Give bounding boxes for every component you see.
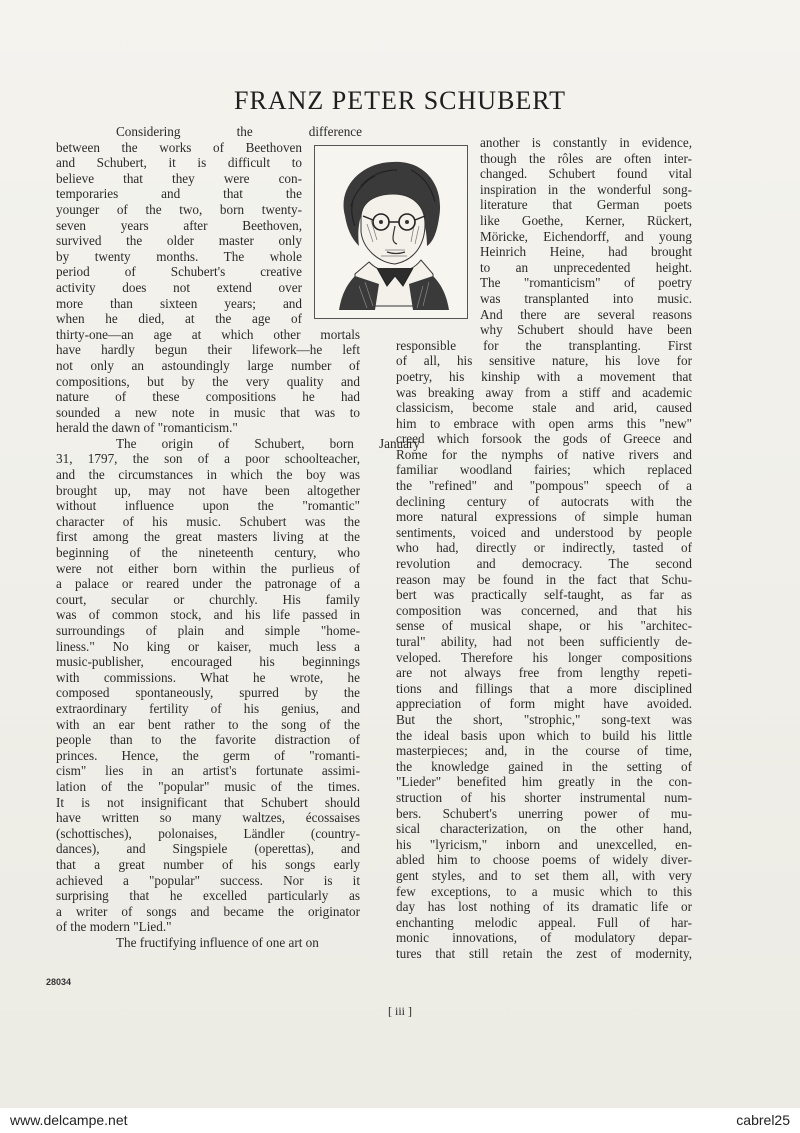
text-line: composed spontaneously, spurred by the <box>56 685 360 701</box>
text-line: though the rôles are often inter- <box>480 150 692 166</box>
text-line: "Lieder" benefited him greatly in the con- <box>396 774 692 790</box>
watermark-right: cabrel25 <box>736 1112 790 1128</box>
text-line: struction of his shorter instrumental num- <box>396 789 692 805</box>
text-line: when he died, at the age of <box>56 311 302 327</box>
text-line: inspiration in the wonderful song- <box>480 181 692 197</box>
text-line: tural" ability, had not been sufficiently de- <box>396 634 692 649</box>
text-line: court, secular or churchly. His family <box>56 591 360 607</box>
text-line: literature that German poets <box>480 197 692 213</box>
text-line: Rome for the nymphs of native rivers and <box>396 446 692 462</box>
text-line: extraordinary fertility of his genius, and <box>56 700 360 716</box>
text-line: The origin of Schubert, born January <box>116 435 420 451</box>
text-line: poetry, his kinship with a movement that <box>396 368 692 384</box>
text-line: few exceptions, to a music which to this <box>396 883 692 899</box>
text-line: surprising that he excelled particularly as <box>56 888 360 904</box>
text-line: reason may be found in the fact that Schu- <box>396 571 692 587</box>
text-line: surroundings of plain and simple "home- <box>56 623 360 638</box>
left-column <box>56 124 420 950</box>
text-line: enchanting melodic appeal. Full of har- <box>396 914 692 930</box>
text-line: herald the dawn of "romanticism." <box>56 420 238 436</box>
text-line: the "refined" and "pompous" speech of a <box>396 478 692 494</box>
text-line: cism" lies in an artist's fortunate assimi- <box>56 763 360 779</box>
text-line: that a great number of his songs early <box>56 856 360 872</box>
text-line: masterpieces; and, in the course of time, <box>396 743 692 759</box>
text-line: The fructifying influence of one art on <box>116 934 319 950</box>
text-line: achieved a "popular" success. Nor is it <box>56 872 360 888</box>
text-line: creed which forsook the gods of Greece and <box>396 431 692 447</box>
text-line: the knowledge gained in the setting of <box>396 758 692 774</box>
text-line: brought up, may not have been altogether <box>56 482 360 498</box>
text-line: tions and fillings that a more disciplined <box>396 680 692 696</box>
text-line: 31, 1797, the son of a poor schoolteacher, <box>56 451 360 467</box>
text-line: people than to the favorite distraction of <box>56 732 360 748</box>
text-line: bers. Schubert's unerring power of mu- <box>396 805 692 821</box>
text-line: sentiments, voiced and understood by people <box>396 524 692 540</box>
text-line: revolution and democracy. The second <box>396 556 692 572</box>
text-line: composition was concerned, and that his <box>396 602 692 618</box>
text-line: thirty-one—an age at which other mortals <box>56 326 360 342</box>
text-line: music-publisher, encouraged his beginnings <box>56 654 360 670</box>
watermark-left: www.delcampe.net <box>10 1112 128 1128</box>
text-line: and Schubert, it is difficult to <box>56 155 302 171</box>
text-line: sical characterization, on the other hand, <box>396 821 692 837</box>
text-line: by twenty months. The whole <box>56 248 302 264</box>
text-line: his "lyricism," inborn and unexcelled, en- <box>396 836 692 852</box>
text-line: monic innovations, of modulatory depar- <box>396 930 692 946</box>
page-title: FRANZ PETER SCHUBERT <box>234 86 566 115</box>
text-line: declining century of autocrats with the <box>396 493 692 509</box>
text-line: appreciation of form might have avoided. <box>396 696 692 712</box>
text-line: Möricke, Eichendorff, and young <box>480 228 692 244</box>
text-line: more natural expressions of simple human <box>396 509 692 525</box>
text-line: abled him to choose poems of widely diver- <box>396 852 692 868</box>
text-line: were not either born within the purlieus of <box>56 560 360 576</box>
text-line: and the circumstances in which the boy was <box>56 467 360 483</box>
text-line: the ideal basis upon which to build his little <box>396 727 692 743</box>
text-line: have hardly begun their lifework—he left <box>56 342 360 358</box>
text-line: was transplanted into music. <box>480 290 692 306</box>
text-line: period of Schubert's creative <box>56 264 302 280</box>
text-line: character of his music. Schubert was the <box>56 513 360 529</box>
text-line: Heinrich Heine, had brought <box>480 244 692 260</box>
text-line: nature of these compositions he had <box>56 389 360 405</box>
text-line: without influence upon the "romantic" <box>56 498 360 514</box>
text-line: seven years after Beethoven, <box>56 217 302 233</box>
text-line: gent styles, and to set them all, with very <box>396 867 692 883</box>
text-line: responsible for the transplanting. First <box>396 337 692 353</box>
text-line: changed. Schubert found vital <box>480 166 692 182</box>
text-line: more than sixteen years; and <box>56 295 302 311</box>
text-line: sense of musical shape, or his "architec- <box>396 618 692 634</box>
text-line: like Goethe, Kerner, Rückert, <box>480 212 692 228</box>
text-line: a palace or reared under the patronage of a <box>56 576 360 592</box>
text-line: dances), and Singspiele (operettas), and <box>56 841 360 857</box>
text-line: activity does not extend over <box>56 279 302 295</box>
text-line: with commissions. What he wrote, he <box>56 669 360 685</box>
text-line: him to embrace with open arms this "new" <box>396 415 692 431</box>
text-line: beginning of the nineteenth century, who <box>56 545 360 561</box>
text-line: to an unprecedented height. <box>480 259 692 275</box>
text-line: It is not insignificant that Schubert should <box>56 794 360 810</box>
text-line: day has lost nothing of its dramatic life or <box>396 899 692 915</box>
text-line: liness." No king or kaiser, much less a <box>56 638 360 654</box>
text-line: compositions, but by the very quality and <box>56 373 360 389</box>
text-line: bert was practically self-taught, as far as <box>396 587 692 603</box>
catalog-number: 28034 <box>46 977 72 987</box>
text-line: familiar woodland fairies; which replaced <box>396 462 692 478</box>
text-line: survived the older master only <box>56 233 302 249</box>
text-line: who had, directly or indirectly, tasted of <box>396 540 692 556</box>
text-line: with an ear bent rather to the song of the <box>56 716 360 732</box>
text-line: was of common stock, and his life passed in <box>56 607 360 623</box>
text-line: lation of the "popular" music of the times. <box>56 778 360 794</box>
text-line: Considering the difference <box>116 124 362 139</box>
text-line: tures that still retain the zest of modernity, <box>396 945 692 961</box>
text-line: veloped. Therefore his longer compositions <box>396 649 692 665</box>
text-line: The "romanticism" of poetry <box>480 275 692 291</box>
page-number: [ iii ] <box>388 1004 412 1018</box>
text-line: (schottisches), polonaises, Ländler (country- <box>56 825 360 841</box>
right-column <box>396 135 692 961</box>
text-line: first among the great masters living at the <box>56 529 360 545</box>
text-line: why Schubert should have been <box>480 322 692 338</box>
text-line: sounded a new note in music that was to <box>56 404 360 420</box>
text-line: younger of the two, born twenty- <box>56 201 302 217</box>
text-line: was breaking away from a stiff and academic <box>396 384 692 400</box>
text-line: between the works of Beethoven <box>56 139 302 155</box>
watermark-bar <box>0 1108 800 1133</box>
text-line: believe that they were con- <box>56 170 302 186</box>
text-line: have written so many waltzes, écossaises <box>56 810 360 826</box>
text-line: another is constantly in evidence, <box>480 135 692 150</box>
text-line: are not always free from lengthy repeti- <box>396 665 692 681</box>
text-line: not only an astoundingly large number of <box>56 357 360 373</box>
text-line: But the short, "strophic," song-text was <box>396 711 692 727</box>
text-line: classicism, become stale and arid, caused <box>396 400 692 416</box>
text-line: princes. Hence, the germ of "romanti- <box>56 747 360 763</box>
text-line: of the modern "Lied." <box>56 919 172 935</box>
text-line: of all, his sensitive nature, his love for <box>396 353 692 369</box>
text-line: temporaries and that the <box>56 186 302 202</box>
text-line: And there are several reasons <box>480 306 692 322</box>
text-line: a writer of songs and became the originator <box>56 903 360 919</box>
